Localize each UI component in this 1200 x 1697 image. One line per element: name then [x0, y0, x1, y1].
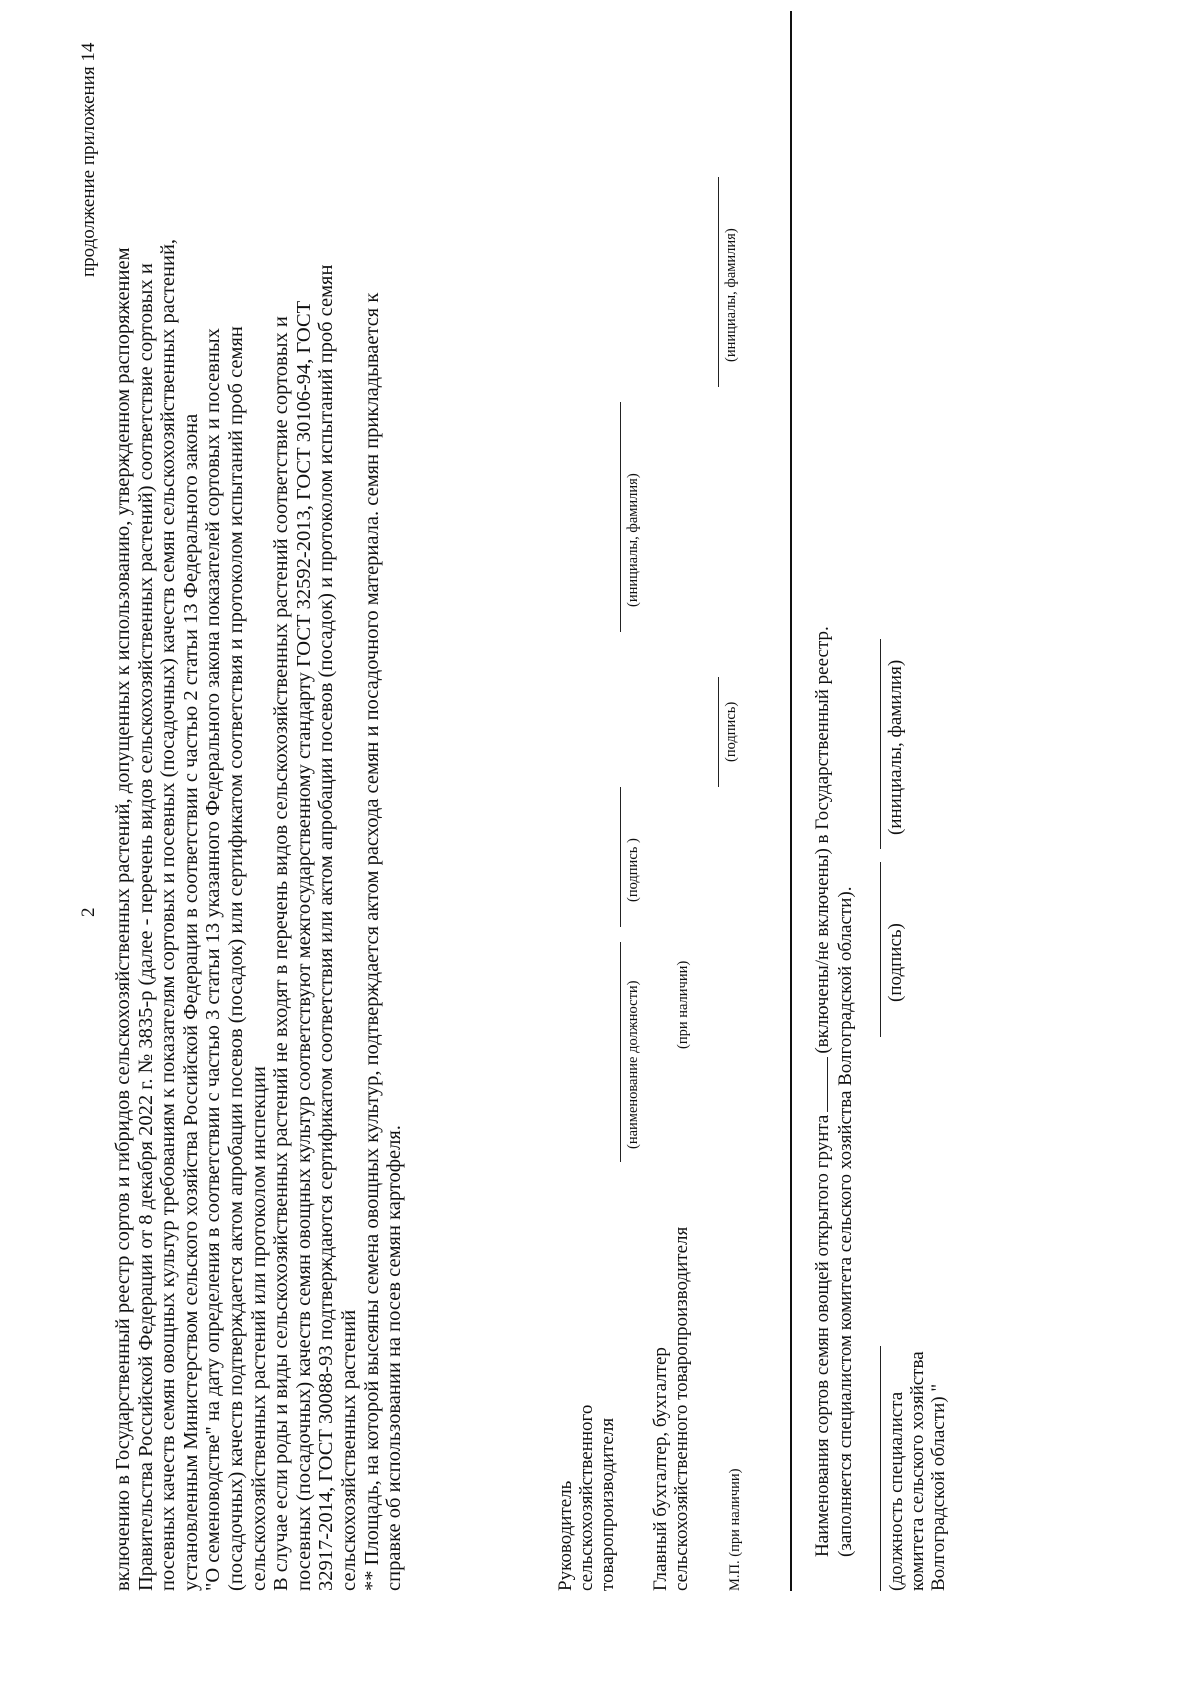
signature-caption: (подпись) — [723, 701, 739, 762]
initials-line — [718, 177, 719, 387]
continuation-note: продолжение приложения 14 — [78, 42, 99, 277]
varieties-line-1 — [812, 626, 833, 1557]
specialist-label-line: Волгоградской области) " — [928, 1383, 949, 1591]
if-any-caption: (при наличии) — [675, 960, 691, 1049]
specialist-initials-caption: (инициалы, фамилия) — [885, 659, 906, 835]
signature-line — [620, 787, 621, 927]
specialist-position-line — [880, 1346, 881, 1591]
section-divider — [790, 11, 792, 1591]
varieties-text-end: (включены/не включены) в Государственный реестр. — [812, 626, 833, 1054]
specialist-initials-line — [880, 639, 881, 849]
body-line: "О семеноводстве" на дату определения в соответствии с частью 3 статьи 13 указанного Федерального закона показателей сортовых и посевных — [202, 328, 225, 1591]
varieties-line-2: (заполняется специалистом комитета сельского хозяйства Волгоградской области). — [835, 886, 856, 1557]
body-line: сельскохозяйственных растений или протоколом инспекции — [247, 1066, 270, 1591]
body-line: посевных (посадочных) качеств семян овощных культур соответствуют межгосударственному стандарту ГОСТ 32592-2013, ГОСТ 30106-94, ГОСТ — [292, 300, 315, 1591]
varieties-blank — [827, 1057, 828, 1112]
specialist-label-line: (должность специалиста — [886, 1391, 907, 1591]
signature-line — [718, 677, 719, 787]
head-label — [555, 1405, 618, 1591]
body-line: Правительства Российской Федерации от 8 декабря 2022 г. № 3835-р (далее - перечень видов сельскохозяйственных растений) соответствие сортовых и — [134, 263, 157, 1591]
head-label-line: товаропроизводителя — [597, 1417, 618, 1591]
signature-caption: (подпись ) — [625, 838, 641, 902]
body-line: посевных качеств семян овощных культур требованиям к показателям сортовых и посевных (посадочных) качеств семян сельскохозяйственных растений, — [157, 238, 180, 1591]
specialist-label-line: комитета сельского хозяйства — [907, 1351, 928, 1591]
specialist-label — [886, 1351, 949, 1591]
head-label-line: Руководитель — [555, 1480, 576, 1591]
accountant-label-line: Главный бухгалтер, бухгалтер — [650, 1347, 671, 1591]
body-line: включению в Государственный реестр сортов и гибридов сельскохозяйственных растений, допущенных к использованию, утвержденном распоряжением — [112, 247, 134, 1591]
body-line: ** Площадь, на которой высеяны семена овощных культур, подтверждается актом расхода семян и посадочного материала. семян прикладывается к — [360, 292, 383, 1591]
body-line: справке об использовании на посев семян картофеля. — [383, 1125, 406, 1591]
seal-label: М.П. (при наличии) — [727, 1468, 743, 1591]
body-text — [112, 101, 406, 1591]
initials-caption: (инициалы, фамилия) — [723, 228, 739, 362]
position-line — [620, 942, 621, 1162]
body-line: установленным Министерством сельского хозяйства Российской Федерации в соответствии с частью 2 статьи 13 Федерального закона — [179, 413, 202, 1591]
specialist-signature-caption: (подпись) — [885, 923, 906, 1002]
varieties-text-start: Наименования сортов семян овощей открытого грунта — [812, 1114, 833, 1557]
position-caption: (наименование должности) — [625, 980, 641, 1149]
body-line: сельскохозяйственных растений — [337, 1309, 360, 1591]
body-line: В случае если роды и виды сельскохозяйственных растений не входят в перечень видов сельскохозяйственных растений соответствие сортовых и — [270, 316, 293, 1591]
initials-caption: (инициалы, фамилия) — [625, 473, 641, 607]
initials-line — [620, 402, 621, 632]
page-number: 2 — [78, 907, 99, 917]
head-label-line: сельскохозяйственного — [576, 1404, 597, 1591]
specialist-signature-line — [880, 862, 881, 1037]
accountant-label — [650, 1227, 692, 1591]
accountant-label-line: сельскохозяйственного товаропроизводителя — [671, 1226, 692, 1591]
body-line: 32917-2014, ГОСТ 30088-93 подтверждаются сертификатом соответствия или актом апробации посевов (посадок) и протоколом испытаний проб семян — [315, 264, 338, 1591]
body-line: (посадочных) качеств подтверждается актом апробации посевов (посадок) или сертификатом соответствия и протоколом испытаний проб семян — [224, 326, 247, 1591]
